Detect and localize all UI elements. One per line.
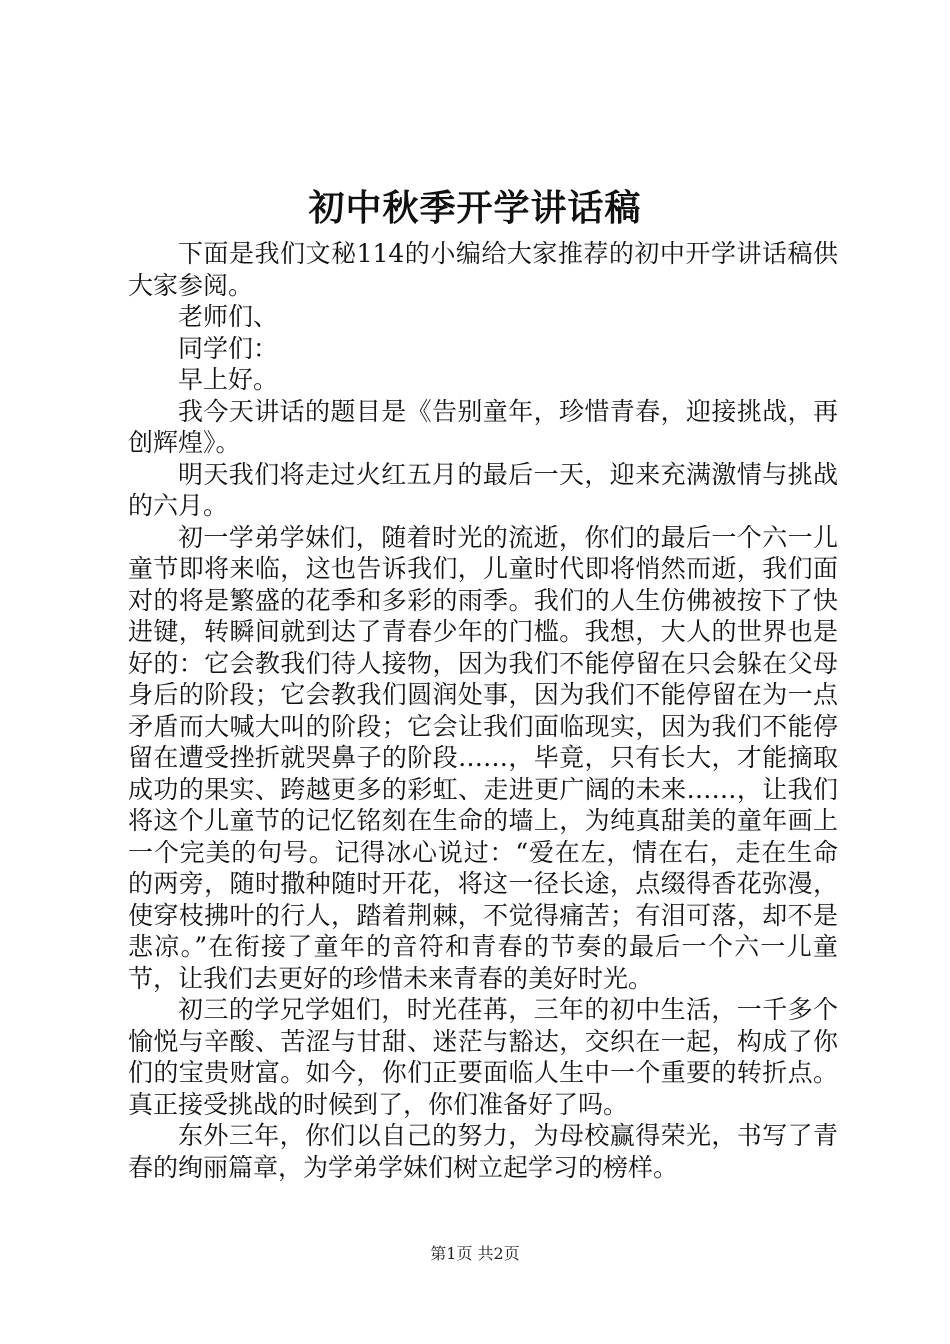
paragraph-good-morning: 早上好。	[178, 365, 279, 394]
paragraph-greeting-teachers: 老师们、	[178, 302, 279, 331]
paragraph-june: 明天我们将走过火红五月的最后一天，迎来充满激情与挑战的六月。	[128, 459, 838, 520]
paragraph-intro: 下面是我们文秘114的小编给大家推荐的初中开学讲话稿供大家参阅。	[128, 239, 838, 300]
page-number-footer: 第1页 共2页	[430, 1244, 520, 1263]
paragraph-grade-one: 初一学弟学妹们，随着时光的流逝，你们的最后一个六一儿童节即将来临，这也告诉我们，儿童时代即将悄然而逝，我们面对的将是繁盛的花季和多彩的雨季。我们的人生仿佛被按下了快进键，转瞬间就到达了青春少年的门槛。我想，大人的世界也是好的：它会教我们待人接物，因为我们不能停留在只会躲在父母身后的阶段；它会教我们圆润处事，因为我们不能停留在为一点矛盾而大喊大叫的阶段；它会让我们面临现实，因为我们不能停留在遭受挫折就哭鼻子的阶段……，毕竟，只有长大，才能摘取成功的果实、跨越更多的彩虹、走进更广阔的未来……，让我们将这个儿童节的记忆铭刻在生命的墙上，为纯真甜美的童年画上一个完美的句号。记得冰心说过：“爱在左，情在右，走在生命的两旁，随时撒种随时开花，将这一径长途，点缀得香花弥漫，使穿枝拂叶的行人，踏着荆棘，不觉得痛苦；有泪可落，却不是悲凉。”在衔接了童年的音符和青春的节奏的最后一个六一儿童节，让我们去更好的珍惜未来青春的美好时光。	[128, 522, 838, 993]
paragraph-three-years: 东外三年，你们以自己的努力，为母校赢得荣光，书写了青春的绚丽篇章，为学弟学妹们树立起学习的榜样。	[128, 1121, 838, 1182]
paragraph-grade-three: 初三的学兄学姐们，时光荏苒，三年的初中生活，一千多个愉悦与辛酸、苦涩与甘甜、迷茫与豁达，交织在一起，构成了你们的宝贵财富。如今，你们正要面临人生中一个重要的转折点。真正接受挑战的时候到了，你们准备好了吗。	[128, 995, 838, 1119]
document-title: 初中秋季开学讲话稿	[308, 187, 642, 229]
paragraph-speech-topic: 我今天讲话的题目是《告别童年，珍惜青春，迎接挑战，再创辉煌》。	[128, 396, 838, 457]
paragraph-greeting-students: 同学们：	[178, 333, 279, 363]
document-body	[128, 238, 838, 1183]
